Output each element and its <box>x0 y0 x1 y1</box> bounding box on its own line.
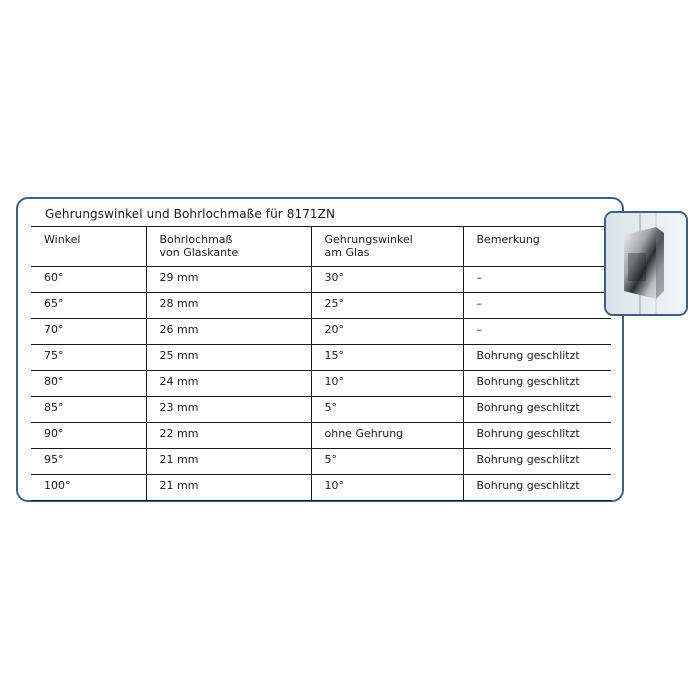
cell-bemerkung: Bohrung geschlitzt <box>463 397 611 423</box>
table-row <box>31 293 611 319</box>
table-row <box>31 449 611 475</box>
header-winkel: Winkel <box>44 233 81 246</box>
cell-bemerkung: Bohrung geschlitzt <box>463 371 611 397</box>
spec-table <box>31 226 611 501</box>
cell-winkel: 65° <box>44 297 64 310</box>
cell-bemerkung: Bohrung geschlitzt <box>463 345 611 371</box>
cell-winkel: 70° <box>44 323 64 336</box>
cell-gehrungswinkel: 25° <box>311 293 463 319</box>
table-row <box>31 475 611 501</box>
header-row <box>31 227 611 267</box>
table-header <box>31 227 611 267</box>
cell-bohrlochmass: 26 mm <box>146 319 311 345</box>
cell-bohrlochmass: 25 mm <box>146 345 311 371</box>
cell-bemerkung: – <box>463 267 611 293</box>
table-title: Gehrungswinkel und Bohrlochmaße für 8171ZN <box>45 207 336 221</box>
cell-winkel: 95° <box>44 453 64 466</box>
cell-gehrungswinkel: 5° <box>311 397 463 423</box>
cell-gehrungswinkel: 10° <box>311 475 463 501</box>
cell-bohrlochmass: 21 mm <box>146 449 311 475</box>
table-body <box>31 267 611 501</box>
table-row <box>31 267 611 293</box>
cell-bemerkung: Bohrung geschlitzt <box>463 423 611 449</box>
cell-gehrungswinkel: 10° <box>311 371 463 397</box>
cell-bemerkung: – <box>463 293 611 319</box>
cell-winkel: 80° <box>44 375 64 388</box>
cell-gehrungswinkel: 15° <box>311 345 463 371</box>
cell-gehrungswinkel: 30° <box>311 267 463 293</box>
table-row <box>31 397 611 423</box>
spec-table-panel <box>16 197 624 502</box>
table-row <box>31 319 611 345</box>
header-bohrlochmass: Bohrlochmaß von Glaskante <box>146 227 311 267</box>
cell-bohrlochmass: 23 mm <box>146 397 311 423</box>
cell-bohrlochmass: 29 mm <box>146 267 311 293</box>
table-row <box>31 423 611 449</box>
cell-winkel: 60° <box>44 271 64 284</box>
cell-winkel: 100° <box>44 479 71 492</box>
header-bemerkung: Bemerkung <box>463 227 611 267</box>
cell-gehrungswinkel: 5° <box>311 449 463 475</box>
cell-bemerkung: Bohrung geschlitzt <box>463 475 611 501</box>
cell-bohrlochmass: 24 mm <box>146 371 311 397</box>
cell-bemerkung: – <box>463 319 611 345</box>
cell-gehrungswinkel: 20° <box>311 319 463 345</box>
cell-bohrlochmass: 28 mm <box>146 293 311 319</box>
header-gehrungswinkel: Gehrungswinkel am Glas <box>311 227 463 267</box>
glass-door-hinge-icon <box>606 213 686 314</box>
product-thumbnail <box>604 211 688 316</box>
cell-bohrlochmass: 21 mm <box>146 475 311 501</box>
table-row <box>31 371 611 397</box>
cell-gehrungswinkel: ohne Gehrung <box>311 423 463 449</box>
cell-winkel: 90° <box>44 427 64 440</box>
cell-bemerkung: Bohrung geschlitzt <box>463 449 611 475</box>
table-row <box>31 345 611 371</box>
cell-winkel: 85° <box>44 401 64 414</box>
cell-winkel: 75° <box>44 349 64 362</box>
cell-bohrlochmass: 22 mm <box>146 423 311 449</box>
